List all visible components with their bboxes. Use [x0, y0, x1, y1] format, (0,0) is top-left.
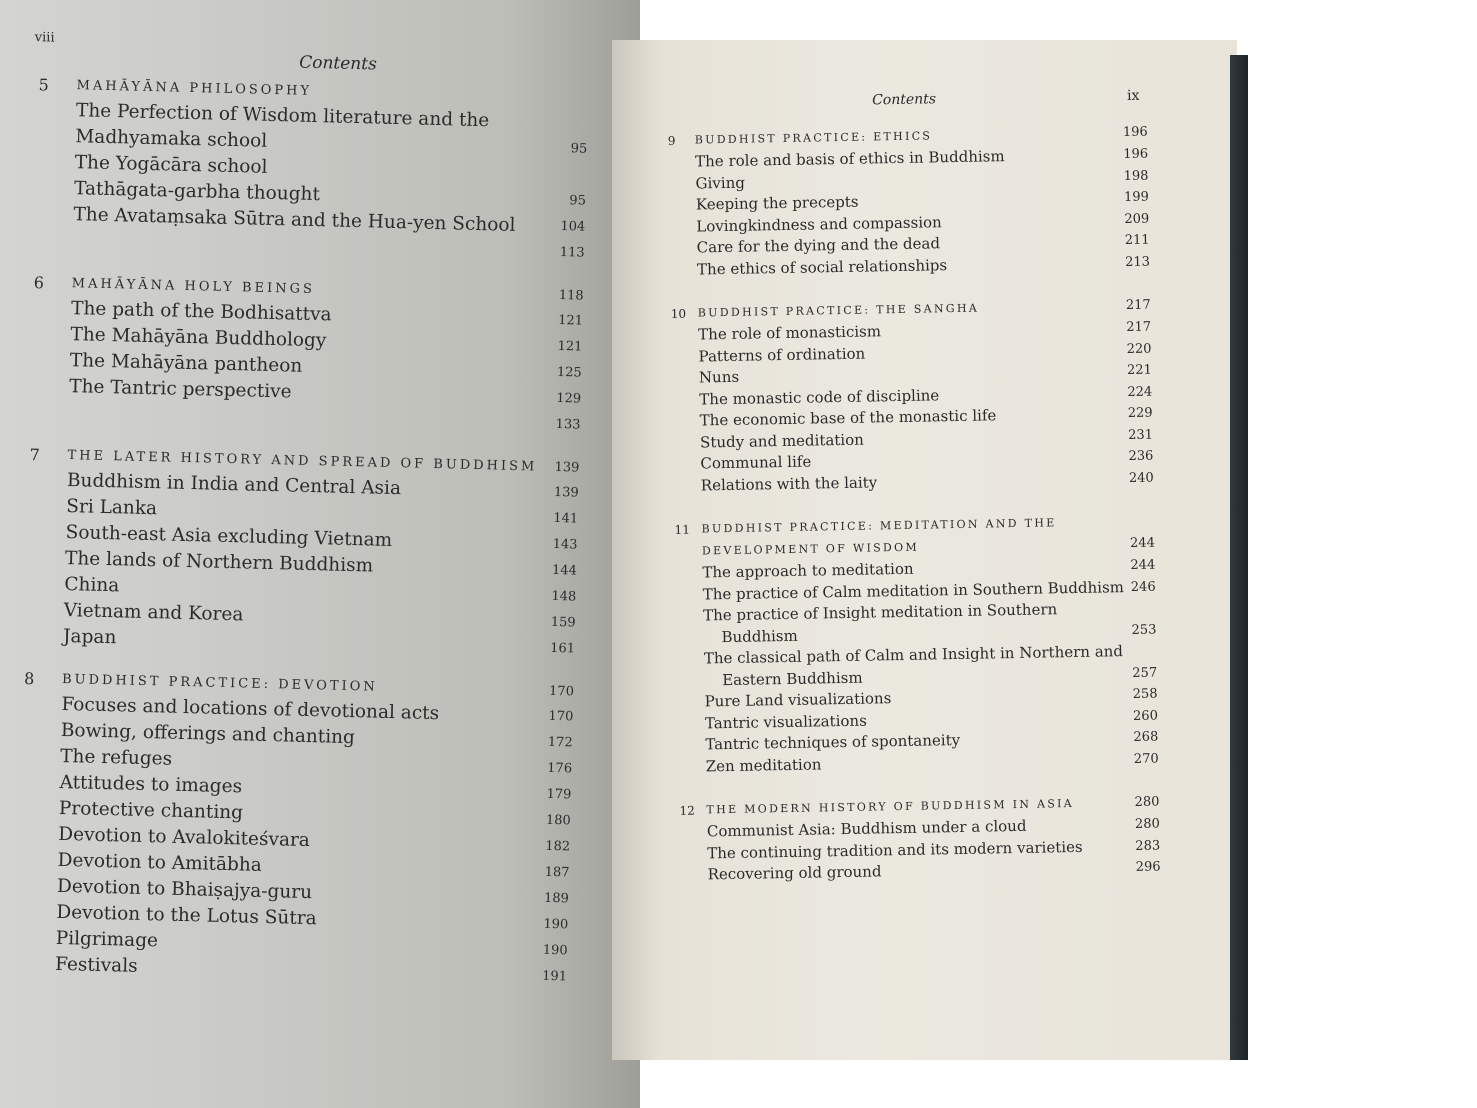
chapter-page-number: 196: [1122, 124, 1148, 141]
toc-entry-title: The Mahāyāna Buddhology: [70, 324, 327, 352]
toc-entry-page: 121: [558, 312, 584, 329]
chapter-number: 6: [33, 273, 45, 293]
toc-entry-title: Relations with the laity: [700, 472, 878, 494]
running-head-right: Contents: [872, 91, 937, 109]
chapter-block: [7, 667, 574, 991]
toc-entry-page: 144: [551, 562, 578, 579]
toc-entry-page: 221: [1126, 362, 1153, 379]
chapter-title: MAHĀYĀNA HOLY BEINGS: [71, 276, 316, 298]
toc-entry-title: Buddhism in India and Central Asia: [66, 470, 402, 500]
chapter-page-number: 217: [1125, 297, 1151, 314]
toc-entry-title: Attitudes to images: [59, 771, 243, 798]
toc-entry-title: The ethics of social relationships: [696, 255, 948, 279]
toc-entry-page: 176: [547, 760, 573, 777]
toc-entry-page: 209: [1124, 211, 1150, 227]
toc-entry-page: 139: [553, 484, 579, 501]
toc-entry-page: 187: [544, 864, 570, 881]
toc-entry-title: The role of monasticism: [698, 322, 882, 344]
toc-entry-title: Sri Lanka: [66, 496, 158, 520]
toc-entry-title: Bowing, offerings and chanting: [60, 719, 356, 749]
toc-entry-title: Eastern Buddhism: [722, 668, 863, 689]
toc-entry-page: 179: [546, 786, 572, 803]
chapter-page-number: 139: [554, 459, 580, 476]
chapter-title: MAHĀYĀNA PHILOSOPHY: [76, 78, 313, 99]
chapter-number: 8: [23, 669, 35, 689]
toc-entry-title: Japan: [62, 625, 117, 649]
right-page: [612, 40, 1237, 1060]
toc-entry-page: 246: [1130, 579, 1156, 595]
toc-entry-title: Protective chanting: [58, 797, 244, 824]
chapter-number: 12: [679, 803, 695, 818]
toc-entry-title: The continuing tradition and its modern varieties: [707, 837, 1083, 862]
page-number-left: viii: [34, 30, 55, 46]
toc-entry-page: 172: [547, 734, 573, 751]
toc-entry-page: 198: [1123, 168, 1149, 184]
toc-entry-page: 224: [1127, 384, 1153, 400]
toc-entry-title: The Yogācāra school: [74, 152, 268, 178]
toc-entry-title: The lands of Northern Buddhism: [64, 548, 374, 577]
toc-entry-title: The practice of Insight meditation in Southern: [702, 600, 1058, 625]
chapter-title: BUDDHIST PRACTICE: ETHICS: [694, 129, 933, 147]
chapter-number: 10: [670, 306, 687, 321]
toc-entry-title: Giving: [695, 173, 746, 193]
toc-entry-page: 258: [1132, 686, 1158, 702]
book-cover-edge: [1230, 55, 1248, 1060]
toc-entry-title: Nuns: [698, 367, 740, 387]
toc-entry-title: The Tantric perspective: [68, 376, 292, 403]
chapter-page-number: 118: [558, 288, 584, 304]
chapter-block: [679, 792, 1160, 887]
chapter-number: 5: [38, 75, 50, 95]
chapter-number: 9: [667, 133, 676, 148]
toc-entry-page: 220: [1126, 341, 1152, 357]
toc-entry-title: Devotion to Avalokiteśvara: [58, 823, 311, 852]
toc-entry-title: Madhyamaka school: [75, 126, 268, 152]
toc-entry-page: 113: [559, 245, 585, 261]
toc-entry-page: 190: [542, 942, 568, 959]
toc-entry-page: 253: [1131, 622, 1157, 638]
toc-entry-page: 191: [541, 968, 568, 985]
toc-entry-page: 141: [553, 510, 579, 527]
chapter-title: BUDDHIST PRACTICE: MEDITATION AND THE: [701, 516, 1057, 536]
chapter-title: BUDDHIST PRACTICE: DEVOTION: [61, 671, 378, 695]
toc-entry-title: The Avataṃsaka Sūtra and the Hua-yen School: [73, 204, 516, 236]
toc-entry-title: The Mahāyāna pantheon: [69, 350, 303, 377]
chapter-block: [668, 122, 1151, 281]
toc-entry-page: 104: [560, 219, 586, 235]
toc-entry-page: 296: [1135, 859, 1161, 875]
toc-entry-title: Pure Land visualizations: [704, 689, 892, 711]
toc-entry-title: South-east Asia excluding Vietnam: [65, 522, 393, 551]
toc-entry-title: Pilgrimage: [55, 927, 159, 952]
right-page-content: [667, 86, 1161, 884]
toc-entry-title: Tathāgata-garbha thought: [73, 178, 321, 206]
toc-entry-title: Communal life: [700, 452, 812, 473]
toc-entry-title: Zen meditation: [705, 754, 822, 775]
chapter-page-number: 244: [1129, 535, 1156, 551]
toc-entry-title: Communist Asia: Buddhism under a cloud: [706, 816, 1027, 841]
toc-entry-title: The monastic code of discipline: [699, 385, 940, 408]
toc-entry-page: 182: [545, 838, 571, 855]
toc-entry-title: Care for the dying and the dead: [696, 234, 941, 257]
toc-entry-page: 148: [551, 588, 577, 605]
chapter-block: [25, 73, 589, 267]
chapter-block: [15, 443, 580, 663]
toc-entry-title: The role and basis of ethics in Buddhism: [695, 147, 1005, 171]
chapter-title-line2: DEVELOPMENT OF WISDOM: [701, 540, 920, 558]
toc-right: [668, 122, 1162, 909]
toc-entry-page: 189: [543, 890, 570, 907]
toc-entry-page: 231: [1128, 427, 1154, 443]
toc-entry-page: 180: [545, 812, 571, 829]
toc-entry-title: The Perfection of Wisdom literature and the: [75, 100, 490, 132]
chapter-title: THE LATER HISTORY AND SPREAD OF BUDDHISM: [67, 448, 538, 475]
toc-entry-page: 217: [1126, 319, 1152, 336]
chapter-page-number: 170: [548, 683, 575, 700]
toc-entry-page: 199: [1123, 189, 1150, 206]
toc-entry-page: 268: [1133, 729, 1159, 745]
toc-entry-title: [68, 402, 69, 423]
toc-entry-title: [73, 230, 74, 251]
toc-entry-page: 213: [1125, 254, 1151, 270]
running-head-left: Contents: [298, 52, 378, 75]
toc-entry-title: Patterns of ordination: [698, 344, 866, 365]
toc-entry-page: 229: [1127, 405, 1153, 422]
toc-entry-page: 260: [1132, 708, 1159, 724]
chapter-title: THE MODERN HISTORY OF BUDDHISM IN ASIA: [706, 797, 1075, 817]
toc-entry-page: 161: [549, 640, 576, 657]
toc-left: [6, 73, 588, 1008]
toc-entry-page: 121: [557, 338, 583, 355]
toc-entry-page: 159: [550, 614, 576, 631]
toc-entry-page: 240: [1128, 470, 1154, 486]
toc-entry-title: The economic base of the monastic life: [699, 406, 997, 430]
toc-entry-title: Recovering old ground: [707, 862, 882, 884]
toc-entry-page: 257: [1132, 665, 1158, 681]
chapter-number: 11: [674, 522, 691, 537]
toc-entry-page: 244: [1130, 557, 1156, 573]
toc-entry-title: The path of the Bodhisattva: [70, 298, 332, 326]
toc-entry-page: 133: [555, 416, 581, 433]
left-page: [0, 0, 640, 1108]
page-number-right: ix: [1126, 87, 1140, 104]
chapter-number: 7: [29, 445, 40, 465]
toc-entry-page: 236: [1128, 448, 1154, 464]
toc-entry-title: Devotion to the Lotus Sūtra: [56, 901, 317, 930]
toc-entry-page: 143: [552, 536, 578, 553]
toc-entry-title: The classical path of Calm and Insight in Northern and: [703, 642, 1124, 668]
toc-entry-title: The refuges: [59, 745, 173, 770]
toc-entry-title: China: [64, 574, 120, 597]
chapter-page-number: 280: [1134, 794, 1160, 810]
toc-entry-title: The approach to meditation: [702, 559, 914, 582]
toc-entry-title: Vietnam and Korea: [63, 600, 244, 626]
toc-entry-page: 190: [543, 916, 569, 933]
toc-entry-page: 170: [548, 708, 574, 725]
toc-entry-title: Keeping the precepts: [695, 192, 859, 214]
toc-entry-title: Devotion to Bhaiṣajya-guru: [56, 875, 313, 904]
toc-entry-page: 280: [1134, 816, 1160, 832]
toc-entry-title: Lovingkindness and compassion: [696, 212, 942, 236]
toc-entry-title: The practice of Calm meditation in Southern Buddhism: [702, 577, 1125, 603]
left-page-content: [23, 28, 610, 985]
toc-entry-title: Tantric visualizations: [704, 711, 867, 732]
chapter-block: [674, 511, 1158, 778]
toc-entry-page: 95: [570, 141, 588, 157]
toc-entry-title: Focuses and locations of devotional acts: [61, 693, 440, 725]
toc-entry-title: Festivals: [54, 953, 138, 977]
toc-entry-title: Devotion to Amitābha: [57, 849, 263, 876]
chapter-title: BUDDHIST PRACTICE: THE SANGHA: [697, 301, 980, 320]
toc-entry-title: Tantric techniques of spontaneity: [705, 730, 961, 754]
toc-entry-page: 196: [1123, 146, 1149, 163]
toc-entry-title: Study and meditation: [699, 430, 864, 451]
toc-entry-page: 95: [569, 193, 587, 209]
toc-entry-page: 211: [1124, 232, 1150, 249]
toc-entry-page: 270: [1133, 751, 1159, 767]
toc-entry-title: Buddhism: [721, 626, 798, 646]
toc-entry-page: 283: [1135, 838, 1161, 854]
chapter-block: [671, 295, 1154, 497]
toc-entry-page: 129: [556, 390, 582, 407]
toc-entry-page: 125: [556, 364, 582, 381]
chapter-block: [20, 271, 584, 439]
